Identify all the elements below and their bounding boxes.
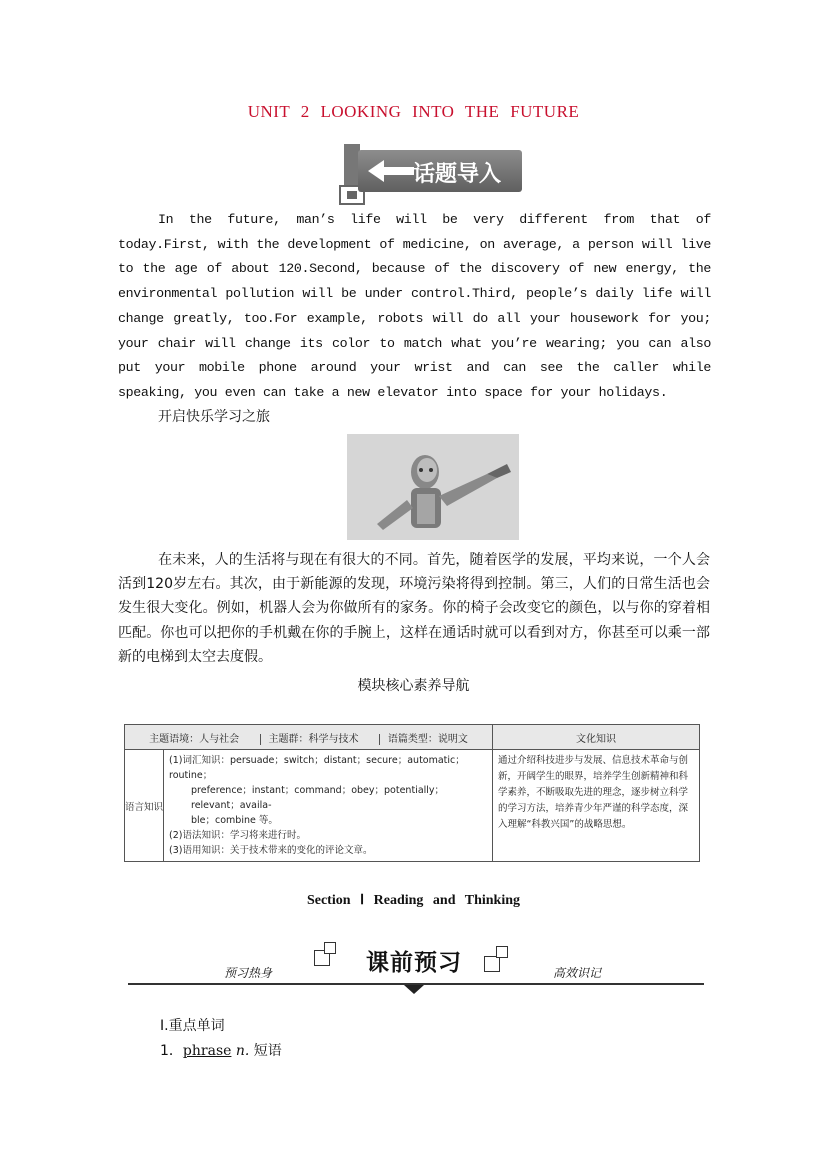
theme-context-cell	[125, 725, 493, 750]
square-icon	[496, 946, 508, 958]
key-vocabulary-heading: Ⅰ.重点单词	[160, 1018, 225, 1034]
vocab-meaning: 短语	[253, 1043, 282, 1059]
vocab-knowledge-line-3: ble；combine 等。	[191, 815, 278, 826]
english-intro-paragraph	[118, 208, 711, 406]
robot-illustration-icon	[347, 434, 519, 540]
table-body-row	[125, 750, 700, 862]
efficient-memory-label: 高效识记	[553, 966, 602, 980]
section-title: Section Ⅰ Reading and Thinking	[306, 893, 521, 908]
vocab-part-of-speech: n.	[235, 1043, 250, 1059]
preview-warmup-label: 预习热身	[224, 966, 273, 980]
square-icon	[324, 942, 336, 954]
vocab-word: phrase	[182, 1043, 232, 1059]
preview-banner-title: 课前预习	[366, 950, 462, 976]
start-journey-line: 开启快乐学习之旅	[158, 409, 270, 425]
theme-context: 主题语境：人与社会	[149, 733, 240, 745]
chinese-paragraph-text: 在未来，人的生活将与现在有很大的不同。首先，随着医学的发展，平均来说，一个人会活到120岁左右。其次，由于新能源的发现，环境污染将得到控制。第三，人们的日常生活也会发生很大变化。例如，机器人会为你做所有的家务。你的椅子会改变它的颜色，以与你的穿着相匹配。你也可以把你的手机戴在你的手腕上，这样在通话时就可以看到对方，你甚至可以乘一部新的电梯到太空去度假。	[118, 552, 710, 665]
module-nav-heading: 模块核心素养导航	[357, 678, 470, 694]
vocab-knowledge-line-1: (1)词汇知识：persuade；switch；distant；secure；automatic；routine；	[169, 755, 465, 781]
square-icon	[484, 956, 500, 972]
preview-banner	[128, 942, 704, 996]
vocab-item-number: 1．	[160, 1043, 183, 1059]
english-paragraph-text: In the future, man’s life will be very different from that of today.First, with the development of medicine, on average, a person will live to the age of about 120.Second, because of the discovery of new energy, the environmental pollution will be under control.Third, people’s daily life will change greatly, too.For example, robots will do all your housework for you; your chair will change its color to match what you’re wearing; you can also put your mobile phone around your wrist and can see the caller while speaking, you even can take a new elevator into space for your holidays.	[118, 212, 711, 400]
pragmatic-knowledge: (3)语用知识：关于技术带来的变化的评论文章。	[169, 845, 373, 856]
topic-intro-banner	[338, 140, 528, 206]
text-type: 语篇类型：说明文	[379, 734, 468, 745]
culture-knowledge-cell: 通过介绍科技进步与发展、信息技术革命与创新，开阔学生的眼界，培养学生创新精神和科学素养，不断吸取先进的理念，逐步树立科学的学习方法，培养青少年严谨的科学态度，深入理解“科教兴国”的战略思想。	[493, 750, 700, 862]
language-knowledge-cell	[164, 750, 493, 862]
culture-header-cell: 文化知识	[493, 725, 700, 750]
module-info-table	[124, 724, 700, 862]
chinese-translation-paragraph	[118, 548, 710, 669]
grammar-knowledge: (2)语法知识：学习将来进行时。	[169, 830, 306, 841]
robot-photo	[347, 434, 519, 540]
topic-banner-label: 话题导入	[413, 162, 502, 187]
theme-group: 主题群：科学与技术	[260, 734, 359, 745]
triangle-down-icon	[404, 985, 424, 994]
language-knowledge-label: 语言知识	[125, 750, 164, 862]
vocab-item	[160, 1040, 282, 1060]
table-header-row	[125, 725, 700, 750]
vocab-knowledge-line-2: preference；instant；command；obey；potentially；relevant；availa-	[191, 785, 445, 811]
unit-title: UNIT 2 LOOKING INTO THE FUTURE	[247, 102, 580, 121]
